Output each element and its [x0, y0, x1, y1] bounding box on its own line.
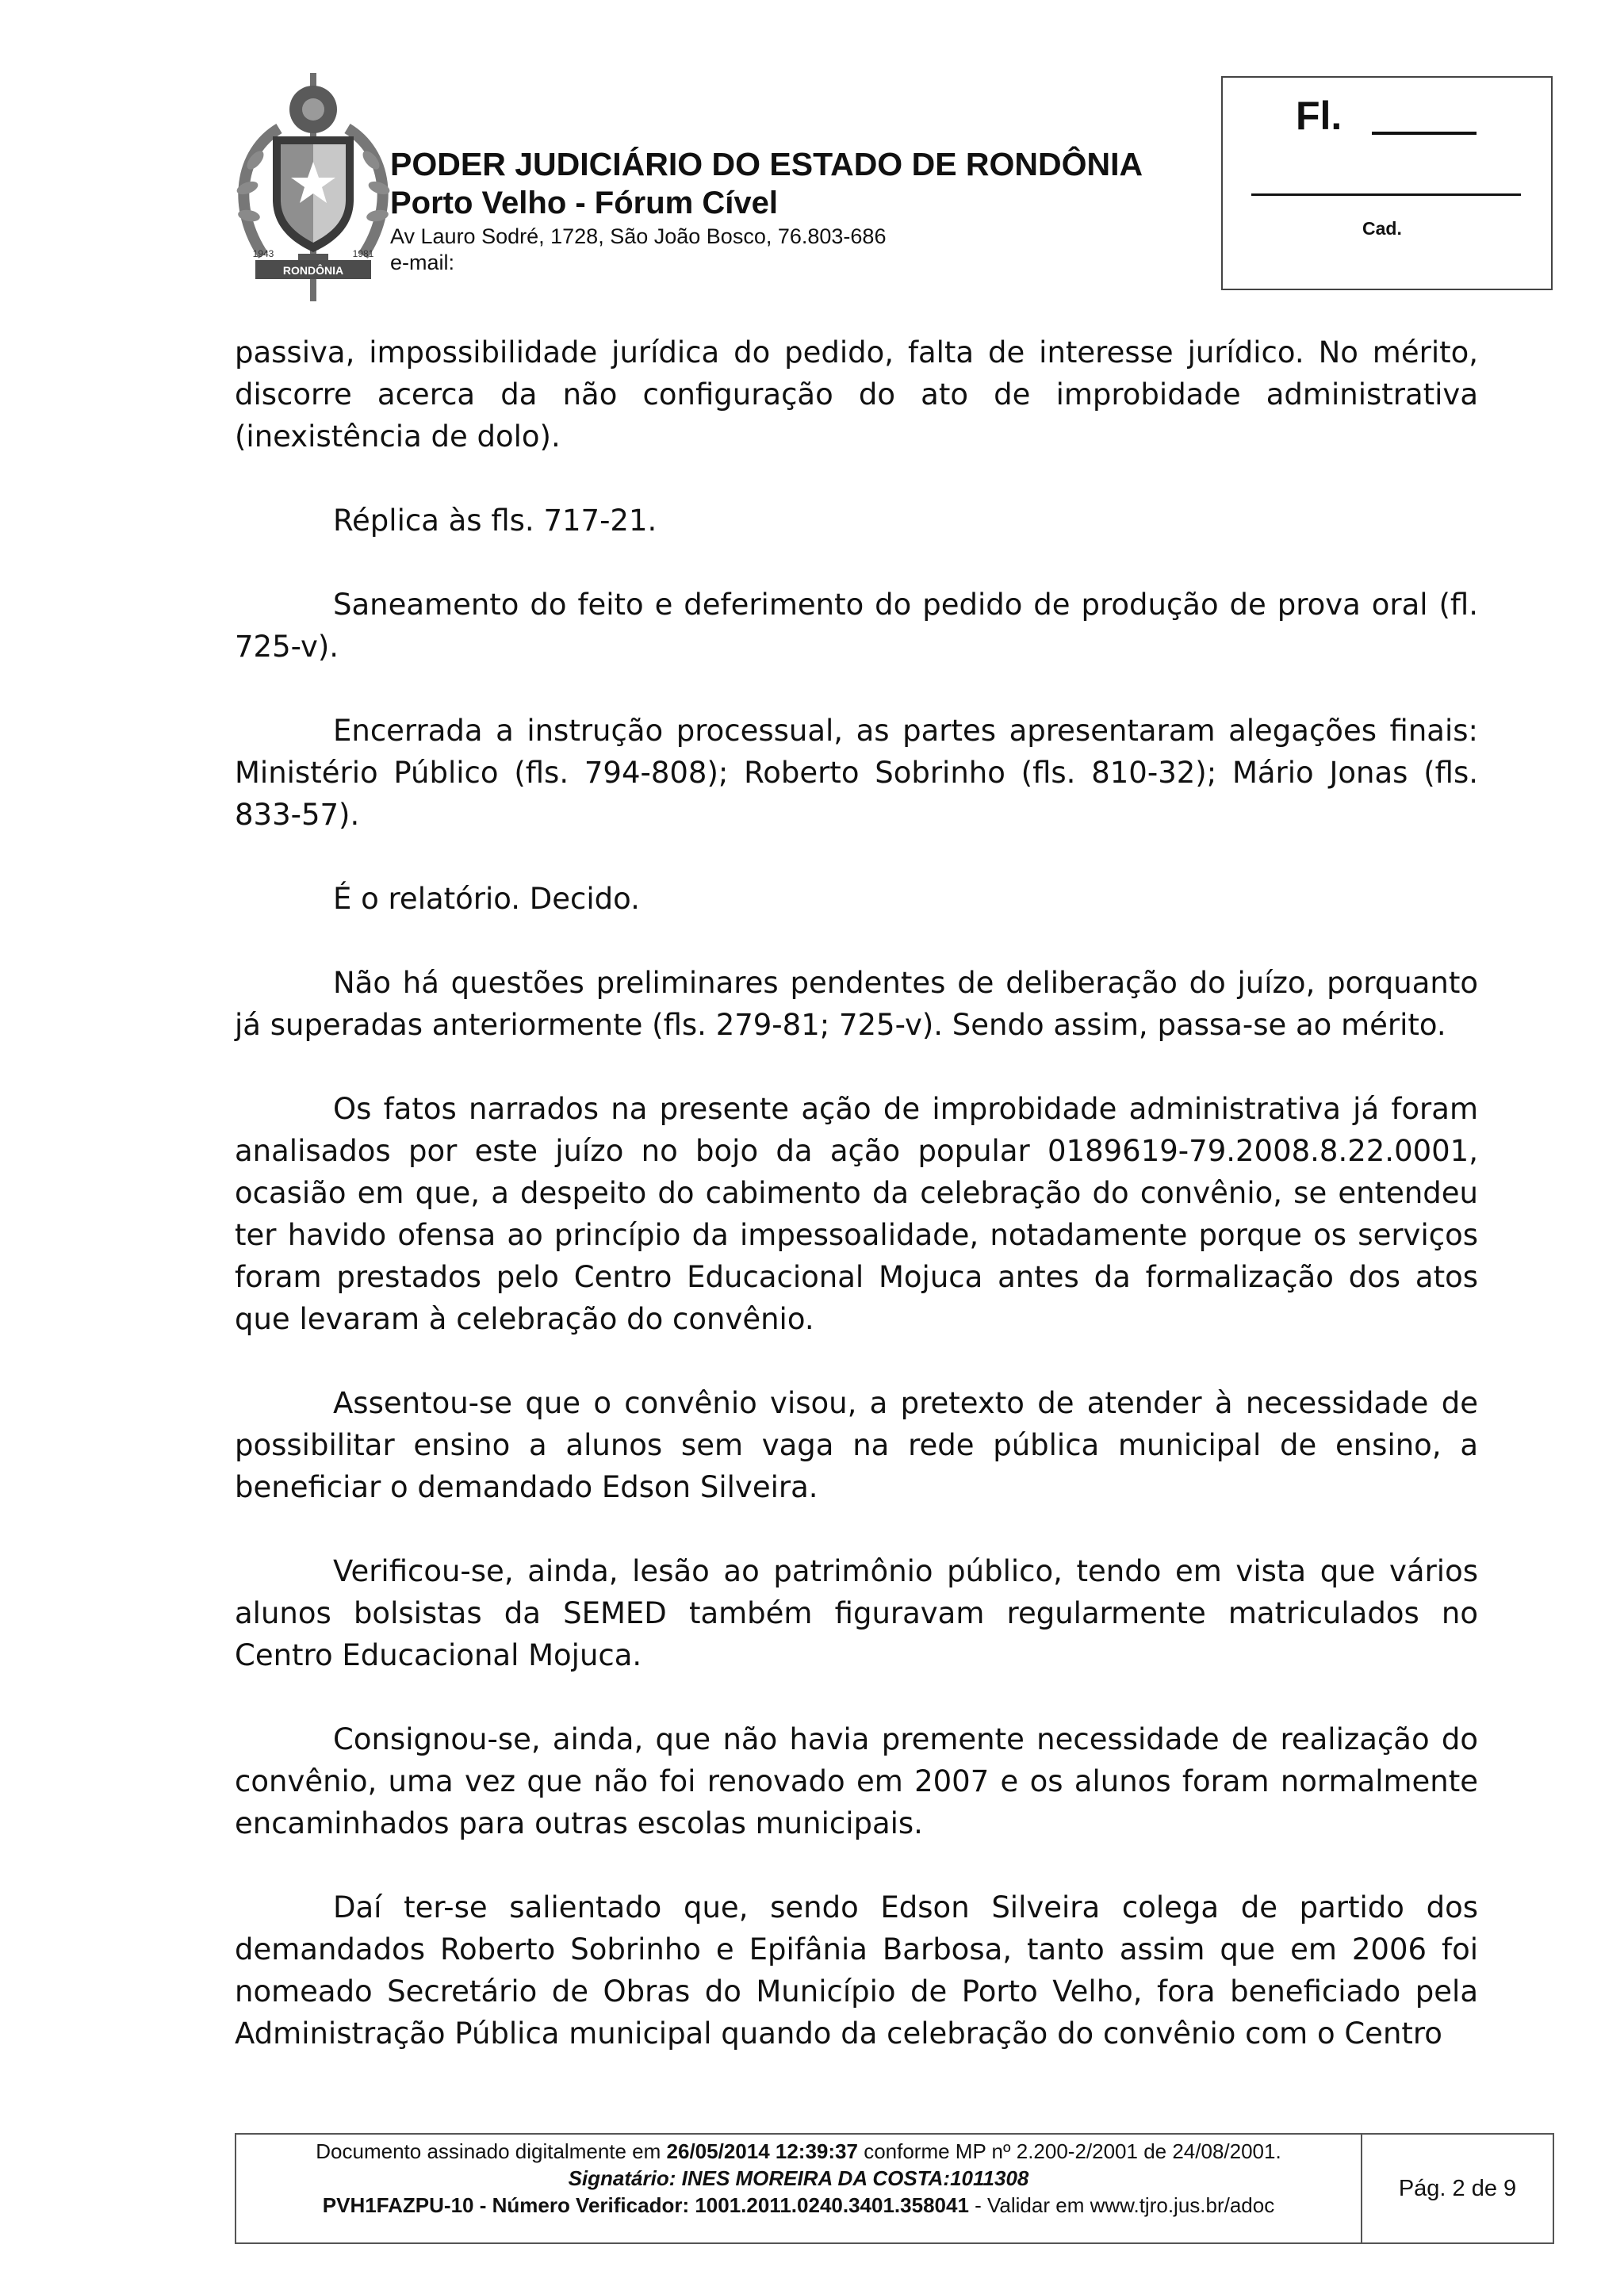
verification-line — [236, 2192, 1361, 2219]
body-paragraph: Os fatos narrados na presente ação de improbidade administrativa já foram analisados por este juízo no bojo da ação popular 0189619-79.2008.8.22.0001, ocasião em que, a despeito do cabimento da celebração do convênio, se entendeu ter havido ofensa ao princípio da impessoalidade, notadamente porque os serviços foram prestados pelo Centro Educacional Mojuca antes da formalização dos atos que levaram à celebração do convênio. — [235, 1092, 1478, 1336]
signature-date-line — [236, 2138, 1361, 2165]
signature-datetime: 26/05/2014 12:39:37 — [666, 2139, 858, 2163]
verification-code: PVH1FAZPU-10 - Número Verificador: 1001.2011.0240.3401.358041 — [322, 2193, 969, 2217]
header-address: Av Lauro Sodré, 1728, São João Bosco, 76.803-686 — [390, 224, 887, 248]
body-paragraph: Réplica às fls. 717-21. — [333, 504, 657, 538]
page-number: Pág. 2 de 9 — [1398, 2175, 1517, 2201]
body-paragraph: passiva, impossibilidade jurídica do pedido, falta de interesse jurídico. No mérito, discorre acerca da não configuração do ato de improbidade administrativa (inexistência de dolo). — [235, 335, 1478, 454]
signatory-line: Signatário: INES MOREIRA DA COSTA:1011308 — [568, 2166, 1029, 2190]
crest-year-right: 1981 — [352, 248, 374, 259]
body-paragraph: Daí ter-se salientado que, sendo Edson Silveira colega de partido dos demandados Roberto Sobrinho e Epifânia Barbosa, tanto assim que em 2006 foi nomeado Secretário de Obras do Município de Porto Velho, fora beneficiado pela Administração Pública municipal quando da celebração do convênio com o Centro — [235, 1890, 1478, 2051]
crest-ribbon-text: RONDÔNIA — [282, 264, 344, 277]
signature-date-suffix: conforme MP nº 2.200-2/2001 de 24/08/2001. — [857, 2139, 1281, 2163]
header-subtitle: Porto Velho - Fórum Cível — [390, 186, 778, 220]
folio-box — [1221, 76, 1553, 290]
body-paragraph: Assentou-se que o convênio visou, a pretexto de atender à necessidade de possibilitar ensino a alunos sem vaga na rede pública municipal de ensino, a beneficiar o demandado Edson Silveira. — [235, 1386, 1478, 1504]
verification-url: - Validar em www.tjro.jus.br/adoc — [968, 2193, 1275, 2217]
body-paragraph: Não há questões preliminares pendentes de deliberação do juízo, porquanto já superadas anteriormente (fls. 279-81; 725-v). Sendo assim, passa-se ao mérito. — [235, 966, 1478, 1042]
signature-date-prefix: Documento assinado digitalmente em — [316, 2139, 667, 2163]
body-paragraph: Consignou-se, ainda, que não havia premente necessidade de realização do convênio, uma vez que não foi renovado em 2007 e os alunos foram normalmente encaminhados para outras escolas municipais. — [235, 1722, 1478, 1840]
folio-label: Fl. — [1296, 94, 1342, 138]
signature-line — [1251, 193, 1521, 196]
signature-info — [236, 2135, 1362, 2242]
cad-label: Cad. — [1362, 218, 1402, 239]
coat-of-arms-crest — [232, 73, 395, 301]
document-body — [235, 331, 1478, 2097]
header-title: PODER JUDICIÁRIO DO ESTADO DE RONDÔNIA — [390, 146, 1143, 182]
body-paragraph: Encerrada a instrução processual, as partes apresentaram alegações finais: Ministério Público (fls. 794-808); Roberto Sobrinho (fls. 810-32); Mário Jonas (fls. 833-57). — [235, 714, 1478, 832]
body-paragraph: Verificou-se, ainda, lesão ao patrimônio público, tendo em vista que vários alunos bolsistas da SEMED também figuravam regularmente matriculados no Centro Educacional Mojuca. — [235, 1554, 1478, 1672]
crest-year-left: 1943 — [252, 248, 274, 259]
folio-blank-line — [1372, 132, 1477, 135]
signature-footer — [235, 2133, 1554, 2244]
header-email-label: e-mail: — [390, 251, 455, 274]
body-paragraph: É o relatório. Decido. — [333, 882, 640, 916]
body-paragraph: Saneamento do feito e deferimento do pedido de produção de prova oral (fl. 725-v). — [235, 588, 1478, 664]
